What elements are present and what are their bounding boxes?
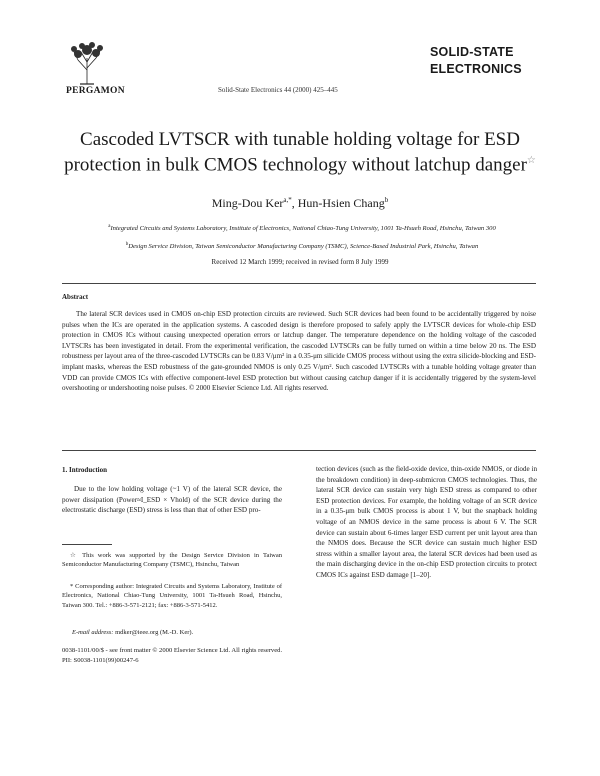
footnote-email <box>62 628 292 637</box>
affiliation-b-mark: b <box>125 242 129 247</box>
author-1: Ming-Dou Ker <box>211 196 284 210</box>
affiliation-a-text: Integrated Circuits and Systems Laboratory, Institute of Electronics, National Chiao-Tung University, 1001 Ta-Hsueh Road, Hsinchu, Taiwan 300 <box>110 225 496 233</box>
intro-right-column-text: tection devices (such as the field-oxide device, thin-oxide NMOS, or diode in the breakdown condition) in deep-submicron CMOS technologies. Thus, the lateral SCR device can sustain very high ESD stress as compared to other ESD protection devices. For example, the holding voltage of an SCR device in a 0.35-μm bulk CMOS process is about 1 V, but the snapback holding voltage of an NMOS device in the same process is about 6 V. The SCR device can sustain about 6-times larger ESD current per unit layout area than the NMOS does. Because the SCR device can sustain much higher ESD stress within a smaller layout area, the lateral SCR devices had been used as the main discharging device in the on-chip ESD protection circuits to protect CMOS ICs against ESD damage [1–20]. <box>316 465 537 579</box>
publisher-name: PERGAMON <box>66 86 125 96</box>
article-title-text: Cascoded LVTSCR with tunable holding voltage for ESD protection in bulk CMOS technology without latchup danger <box>64 129 527 176</box>
journal-name-line2: ELECTRONICS <box>430 62 522 76</box>
journal-name <box>430 44 540 78</box>
abstract-heading: Abstract <box>62 293 89 301</box>
abstract-bottom-rule <box>62 450 536 451</box>
footnote-corresponding-author: * Corresponding author: Integrated Circuits and Systems Laboratory, Institute of Electronics, National Chiao-Tung University, 1001 Ta-Hsueh Road, Hsinchu, Taiwan 300. Tel.: +886-3-571-2121; fax: +886-3-571-5412. <box>62 583 282 609</box>
affiliation-b-text: Design Service Division, Taiwan Semiconductor Manufacturing Company (TSMC), Science-Based Industrial Park, Hsinchu, Taiwan <box>128 243 479 251</box>
pii-line: PII: S0038-1101(99)00247-6 <box>62 657 139 664</box>
affiliation-b <box>62 240 542 251</box>
journal-citation: Solid-State Electronics 44 (2000) 425–445 <box>218 86 338 94</box>
copyright-line: 0038-1101/00/$ - see front matter © 2000 Elsevier Science Ltd. All rights reserved. <box>62 647 283 654</box>
section-heading-introduction: 1. Introduction <box>62 466 107 474</box>
title-footnote-mark: ☆ <box>526 155 536 166</box>
author-1-mark: a,* <box>283 196 292 204</box>
abstract-text: The lateral SCR devices used in CMOS on-chip ESD protection circuits are reviewed. Such SCR devices had been found to be accidentally triggered by noise pulses when the ICs are operated in the application systems. A cascoded design is therefore proposed to safely apply the LVTSCR devices for whole-chip ESD protection in CMOS ICs without causing unexpected operation errors or latchup danger. The temperature dependence on the holding voltage of the cascoded LVTSCRs has been investigated in detail. From the experimental verification, the cascoded LVTSCRs can be fully turned on within a time below 20 ns. The ESD robustness per layout area of the three-cascoded LVTSCRs can be 0.83 V/μm² in a 0.35-μm silicide CMOS process without using the extra silicide-blocking and ESD-implant masks, whereas the ESD robustness of the gate-grounded NMOS is only 0.25 V/μm². Such cascoded LVTSCRs with a tunable holding voltage greater than VDD can provide CMOS ICs with effective component-level ESD protection but without causing catchup danger if it is accidentally triggered by the system-level overshooting or undershooting noise pulses. © 2000 Elsevier Science Ltd. All rights reserved. <box>62 310 536 393</box>
author-2-mark: b <box>384 196 389 204</box>
author-2: Hun-Hsien Chang <box>297 196 385 210</box>
author-list <box>40 196 560 211</box>
journal-name-line1: SOLID-STATE <box>430 45 514 59</box>
footnote-funding: ☆ This work was supported by the Design Service Division in Taiwan Semiconductor Manufacturing Company (TSMC), Hsinchu, Taiwan <box>62 552 282 569</box>
intro-left-column-text: Due to the low holding voltage (~1 V) of the lateral SCR device, the power dissipation (Power≈I_ESD × Vhold) of the SCR device during the electrostatic discharge (ESD) stress is less than that of other ESD pro- <box>62 485 282 515</box>
author-separator: , <box>291 196 298 210</box>
affiliation-a-mark: a <box>108 224 111 229</box>
article-title <box>40 129 560 175</box>
email-label: E-mail address: <box>72 629 114 636</box>
received-dates: Received 12 March 1999; received in revised form 8 July 1999 <box>211 258 389 266</box>
affiliation-a <box>62 222 542 233</box>
abstract-top-rule <box>62 283 536 284</box>
email-address[interactable]: mdker@ieee.org (M.-D. Ker). <box>115 629 194 636</box>
publisher-tree-logo <box>70 40 104 86</box>
footnote-rule <box>62 544 112 545</box>
